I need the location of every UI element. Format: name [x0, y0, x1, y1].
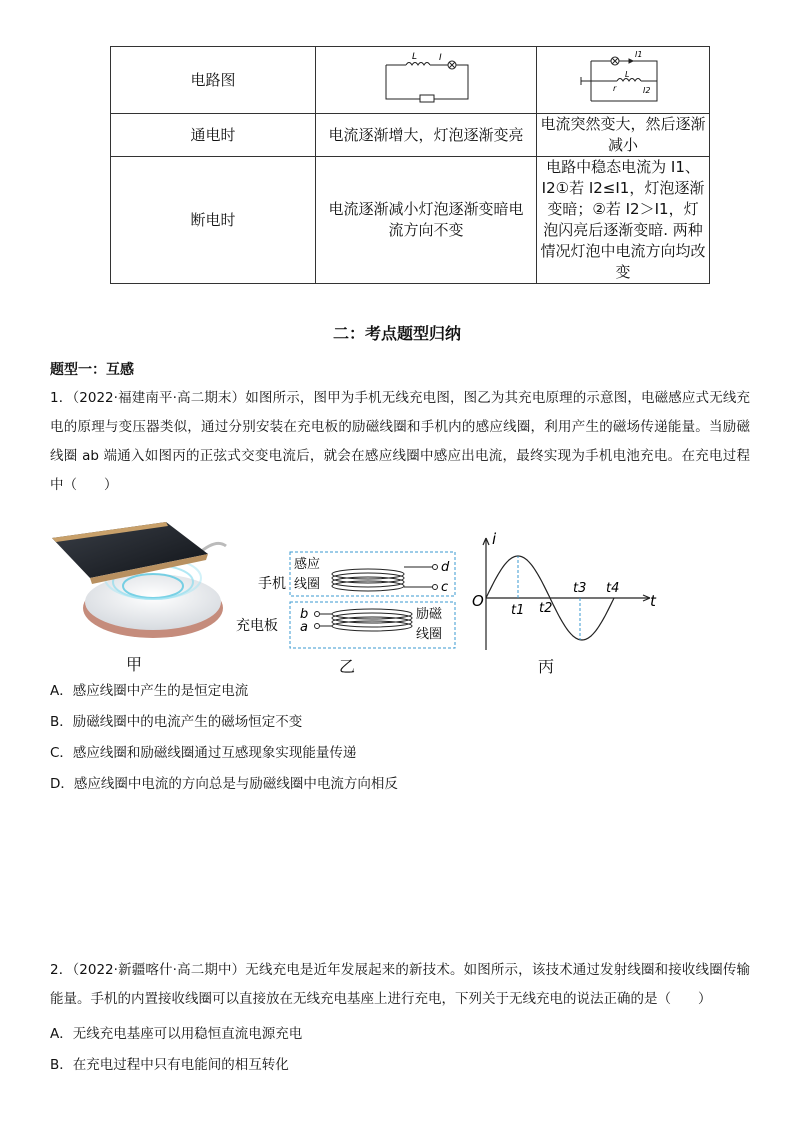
svg-text:i: i	[492, 532, 497, 548]
power-on-parallel: 电流突然变大，然后逐渐减小	[537, 114, 710, 157]
svg-text:L: L	[412, 52, 418, 62]
power-off-self-inductance: 电流逐渐减小灯泡逐渐变暗电流方向不变	[316, 157, 537, 284]
svg-text:t2: t2	[539, 601, 553, 616]
question-type-heading: 题型一：互感	[50, 362, 134, 378]
q1-option-d[interactable]: D．感应线圈中电流的方向总是与励磁线圈中电流方向相反	[50, 776, 398, 792]
svg-text:t1: t1	[511, 603, 525, 618]
q1-option-c[interactable]: C．感应线圈和励磁线圈通过互感现象实现能量传递	[50, 745, 357, 761]
phone-label: 手机	[258, 576, 286, 592]
svg-text:线圈: 线圈	[294, 577, 321, 592]
svg-text:t: t	[650, 592, 656, 610]
svg-text:线圈: 线圈	[416, 627, 443, 642]
row-label-circuit: 电路图	[111, 47, 316, 114]
pad-label: 充电板	[236, 618, 278, 634]
caption-bing: 丙	[538, 657, 555, 676]
wireless-charger-photo	[48, 516, 228, 646]
svg-text:a: a	[300, 620, 308, 635]
circuit-diagram-1	[376, 47, 476, 107]
svg-text:d: d	[441, 560, 450, 575]
q1-option-b[interactable]: B．励磁线圈中的电流产生的磁场恒定不变	[50, 714, 303, 730]
question-2-text: 2．（2022·新疆喀什·高二期中）无线充电是近年发展起来的新技术。如图所示，该技术通过发射线圈和接收线圈传输能量。手机的内置接收线圈可以直接放在无线充电基座上进行充电，下列关于无线充电的说法正确的是（ ）	[50, 962, 750, 1007]
section-title: 二：考点题型归纳	[332, 324, 461, 343]
sine-current-graph	[470, 532, 662, 654]
caption-jia: 甲	[126, 655, 143, 674]
power-off-parallel: 电路中稳态电流为 I1、I2①若 I2≤I1，灯泡逐渐变暗；②若 I2＞I1，灯泡闪亮后逐渐变暗. 两种情况灯泡中电流方向均改变	[537, 157, 710, 284]
svg-text:O: O	[472, 592, 484, 610]
circuit-diagram-2-cell	[537, 47, 710, 114]
power-on-self-inductance: 电流逐渐增大，灯泡逐渐变亮	[316, 114, 537, 157]
svg-text:t3: t3	[573, 581, 587, 596]
comparison-table	[110, 46, 710, 284]
caption-yi: 乙	[339, 657, 356, 676]
svg-text:r: r	[613, 84, 617, 93]
circuit-diagram-2	[573, 47, 673, 107]
q2-option-b[interactable]: B．在充电过程中只有电能间的相互转化	[50, 1057, 289, 1073]
svg-text:感应: 感应	[294, 557, 321, 572]
coil-diagram	[232, 548, 464, 652]
row-label-power-on: 通电时	[111, 114, 316, 157]
svg-text:励磁: 励磁	[416, 607, 443, 622]
q2-option-a[interactable]: A．无线充电基座可以用稳恒直流电源充电	[50, 1026, 303, 1042]
question-1-text: 1．（2022·福建南平·高二期末）如图所示，图甲为手机无线充电图，图乙为其充电原理的示意图，电磁感应式无线充电的原理与变压器类似，通过分别安装在充电板的励磁线圈和手机内的感应线圈，利用产生的磁场传递能量。当励磁线圈 ab 端通入如图丙的正弦式交变电流后，就会在感应线圈中感应出电流，最终实现为手机电池充电。在充电过程中（ ）	[50, 390, 750, 493]
svg-text:b: b	[300, 607, 309, 622]
svg-text:I2: I2	[643, 86, 651, 95]
circuit-diagram-1-cell	[316, 47, 537, 114]
row-label-power-off: 断电时	[111, 157, 316, 284]
svg-text:L: L	[625, 70, 630, 79]
svg-text:t4: t4	[606, 581, 620, 596]
q1-option-a[interactable]: A．感应线圈中产生的是恒定电流	[50, 683, 249, 699]
svg-text:I1: I1	[635, 50, 643, 59]
svg-text:I: I	[439, 53, 442, 63]
svg-text:c: c	[441, 580, 449, 595]
